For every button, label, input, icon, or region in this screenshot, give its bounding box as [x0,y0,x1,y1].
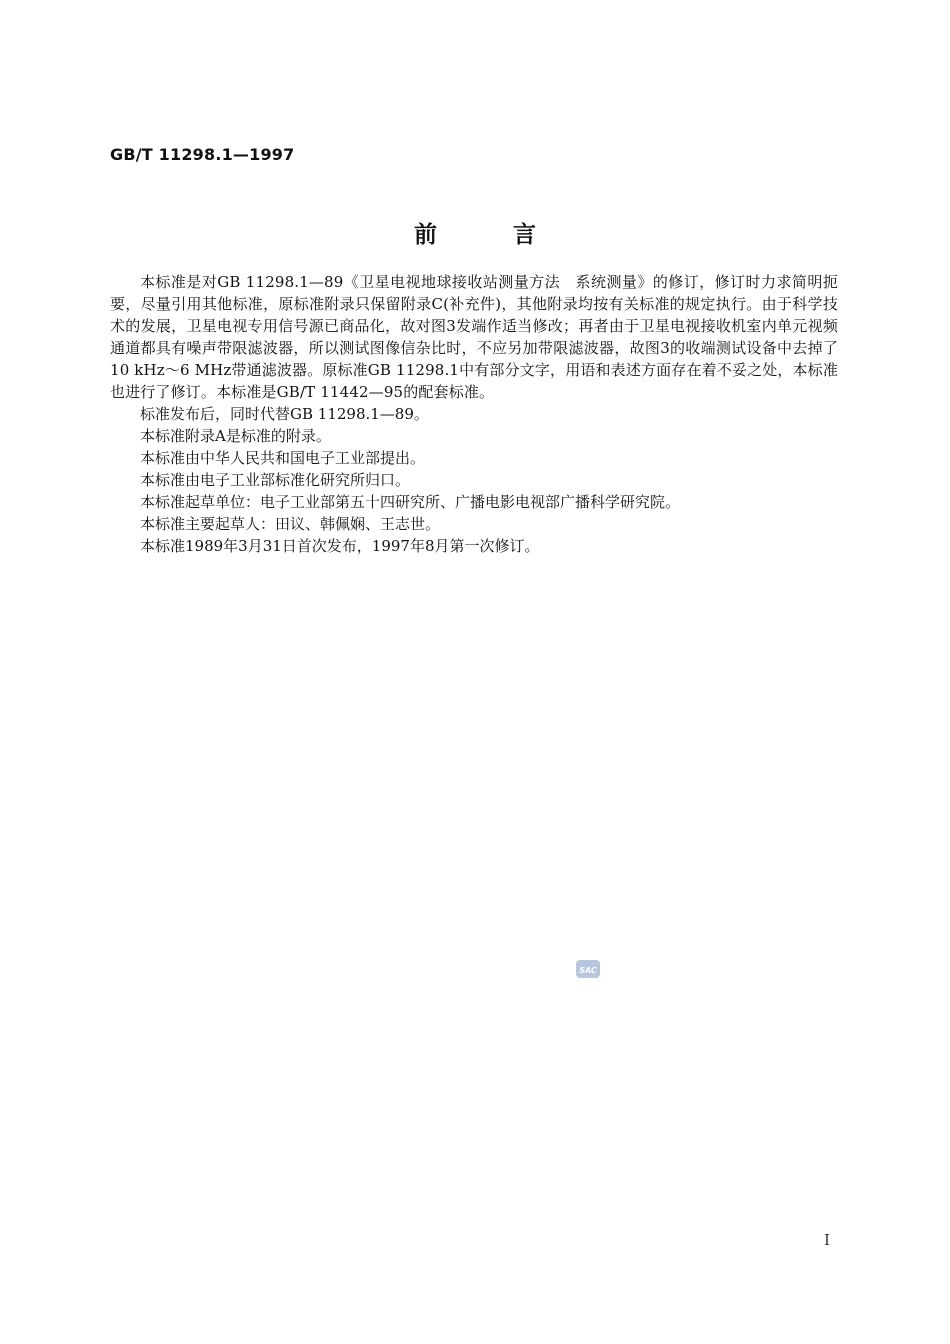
svg-text:SAC: SAC [579,966,597,975]
preface-paragraph-centralized-by: 本标准由电子工业部标准化研究所归口。 [140,471,411,489]
preface-paragraph-revision: 本标准是对GB 11298.1—89《卫星电视地球接收站测量方法 系统测量》的修订，修订时力求简明扼要，尽量引用其他标准，原标准附录只保留附录C(补充件)，其他附录均按有关标准的规定执行。由于科学技术的发展，卫星电视专用信号源已商品化，故对图3发端作适当修改；再者由于卫星电视接收机室内单元视频通道都具有噪声带限滤波器，所以测试图像信杂比时，不应另加带限滤波器，故图3的收端测试设备中去掉了10 kHz～6 MHz带通滤波器。原标准GB 11298.1中有部分文字，用语和表述方面存在着不妥之处，本标准也进行了修订。本标准是GB/T 11442—95的配套标准。 [110,273,838,401]
preface-paragraph-drafting-units: 本标准起草单位：电子工业部第五十四研究所、广播电影电视部广播科学研究院。 [140,493,681,511]
sac-watermark-logo [575,958,601,980]
preface-paragraph-replaces: 标准发布后，同时代替GB 11298.1—89。 [140,405,429,423]
preface-paragraph-drafters: 本标准主要起草人：田议、韩佩娴、王志世。 [140,515,441,533]
page-number: I [824,1231,830,1249]
preface-body [110,271,838,557]
preface-paragraph-proposed-by: 本标准由中华人民共和国电子工业部提出。 [140,449,426,467]
preface-paragraph-history: 本标准1989年3月31日首次发布，1997年8月第一次修订。 [140,537,540,555]
page-title: 前言 [414,222,612,248]
preface-paragraph-annex: 本标准附录A是标准的附录。 [140,427,331,445]
standard-code: GB/T 11298.1—1997 [110,145,295,164]
